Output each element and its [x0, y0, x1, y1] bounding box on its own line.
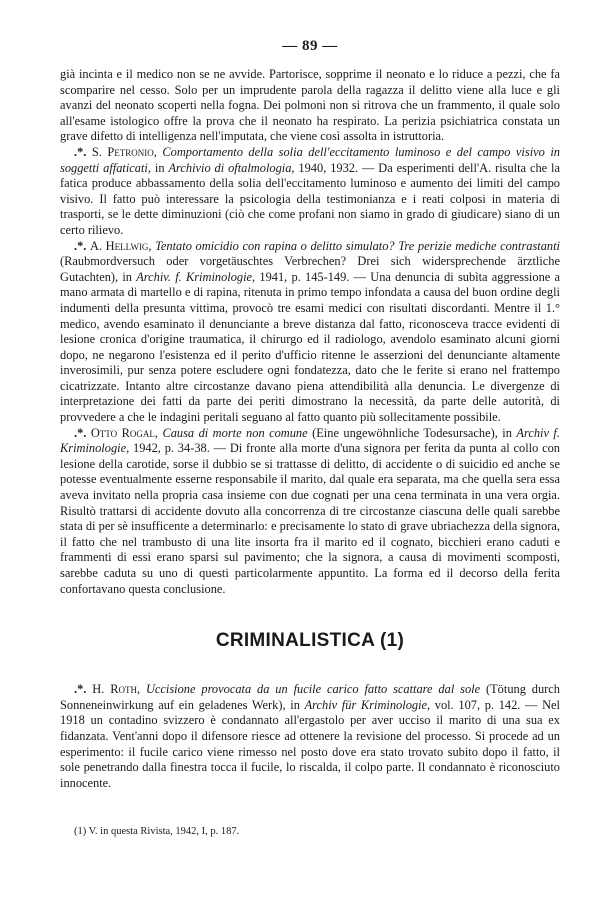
entry-mid: in	[150, 160, 169, 175]
entry-title: Uccisione provocata da un fucile carico fatto scattare dal sole	[145, 682, 481, 697]
entry-mid: (Raubmordversuch oder vorgetäuschtes Verbrechen? Drei sich widersprechende ärztliche Gutachten), in	[60, 254, 560, 284]
footnote: (1) V. in questa Rivista, 1942, I, p. 187.	[74, 826, 240, 838]
entry-body: vol. 107, p. 142. — Nel 1918 un contadino svizzero è condannato all'ergastolo per aver ucciso il marito di una sua ex fidanzata. Vent'anni dopo il difensore riesce ad ottenere la revisione del processo. Si procede ad un esperimento: il fucile carico viene rimesso nel posto dove era stato trovato subito dopo il fatto, il sole penetrando dalla finestra tocca il fucile, lo riscalda, il colpo parte. Il condannato è riconosciuto innocente.	[60, 697, 560, 790]
entry-body: 1942, p. 34-38. — Di fronte alla morte d'una signora per ferita da punta al collo con lesione della carotide, sorse il dubbio se si trattasse di delitto, di accidente o di suicidio ed anche se potesse eventualmente esserne responsabile il marito, dal quale era separata, ma che quella sera essa aveva invitato nella propria casa insieme con due cognati per una cena terminata in una vera orgia. Risultò trattarsi di accidente dovuto alla concorrenza di tre circostanze ciascuna delle quali sarebbe stata di per sè insufficente a determinarlo: e precisamente lo stato di grave ubriachezza della signora, il fatto che nel trambusto di una lite insorta fra il marito ed il cognato, bicchieri erano caduti e frammenti di essi erano sparsi sul pavimento; che la signora, a causa di movimenti scomposti, sarebbe caduta su uno di questi particolarmente appuntito. La forma ed il decorso della ferita confortavano questa conclusione.	[60, 441, 560, 596]
entry-author: A. Hellwig,	[90, 238, 152, 253]
entry-author: H. Roth,	[92, 682, 141, 697]
bibliography-entry-hellwig	[60, 239, 560, 426]
intro-paragraph: già incinta e il medico non se ne avvide. Partorisce, sopprime il neonato e lo riduce a pezzi, che fa scomparire nel cesso. Solo per un imprudente parola della ragazza il delitto viene alla luce e gli avanzi del neonato scoperti nella fogna. Dei polmoni non si ritrova che un frammento, il quale solo all'esame istologico offre la prova che il neonato ha respirato. La perizia psichiatrica constata un grave difetto di intelligenza nell'imputata, che viene così assolta in istruttoria.	[60, 67, 560, 144]
bibliography-entry-roth	[60, 682, 560, 791]
entry-title: Comportamento della solia dell'eccitamento luminoso e del campo visivo in soggetti affaticati,	[60, 144, 560, 175]
entry-body: 1940, 1932. — Da esperimenti dell'A. risulta che la fatica produce abbassamento della solia dell'eccitamento luminoso e aumento dei limiti del campo visivo. Il fatto può interessare la psicologia della testimonianza e i reati colposi in materia di trasporti, se le dette diminuzioni (ciò che come profani non siamo in grado di giudicare) siano di un certo rilievo.	[60, 160, 561, 237]
entry-journal: Archivio di oftalmologia,	[168, 160, 295, 175]
entry-mid: (Tötung durch Sonneneinwirkung auf ein geladenes Werk), in	[60, 682, 560, 712]
entry-marker: .*.	[74, 144, 87, 159]
entry-body: 1941, p. 145-149. — Una denuncia di subìta aggressione a mano armata di martello e di rapina, ritenuta in primo tempo infondata a causa del buon ordine degli indumenti della presunta vittima, provocò tre esami medici con risultati discordanti. Mentre il 1.° medico, avendo esaminato il denunciante a breve distanza dal fatto, riconosceva tracce evidenti di lesione cronica d'origine traumatica, il chirurgo ed il radiologo, avendolo esaminato alcuni giorni dopo, ne negarono l'esistenza ed il perito d'ufficio ritenne le asserzioni del denunciante altamente inverosimili, pur senza potere escludere ogni fondatezza, dato che le ferite si erano nel frattempo cicatrizzate. Intanto altre circostanze davano piena attendibilità alla denuncia. Le divergenze di interpretazione dei fatti da parte dei periti dimostrano la necessità, da parte delle autorità, di provvedere a che le indagini peritali seguano al fatto quanto più sollecitamente possibile.	[60, 269, 560, 425]
page	[60, 38, 560, 839]
page-number: — 89 —	[282, 38, 338, 54]
bibliography-entry-petronio	[60, 145, 560, 239]
entry-journal: Archiv für Kriminologie,	[304, 697, 431, 712]
entry-marker: .*.	[74, 682, 87, 697]
bibliography-entry-rogal	[60, 426, 560, 598]
section-heading: CRIMINALISTICA (1)	[215, 630, 405, 652]
entry-mid: (Eine ungewöhnliche Todesursache), in	[307, 425, 517, 440]
entry-title: Causa di morte non comune	[162, 425, 308, 440]
entry-journal: Archiv. f. Kriminologie,	[136, 269, 256, 284]
entry-title: Tentato omicidio con rapina o delitto simulato? Tre perizie mediche contrastanti	[155, 238, 560, 253]
entry-author: S. Petronio,	[91, 144, 157, 159]
entry-journal: Archiv f. Kriminologie,	[60, 425, 560, 456]
entry-marker: .*.	[74, 425, 87, 440]
entry-marker: .*.	[74, 238, 87, 253]
entry-author: Otto Rogal,	[90, 425, 158, 440]
